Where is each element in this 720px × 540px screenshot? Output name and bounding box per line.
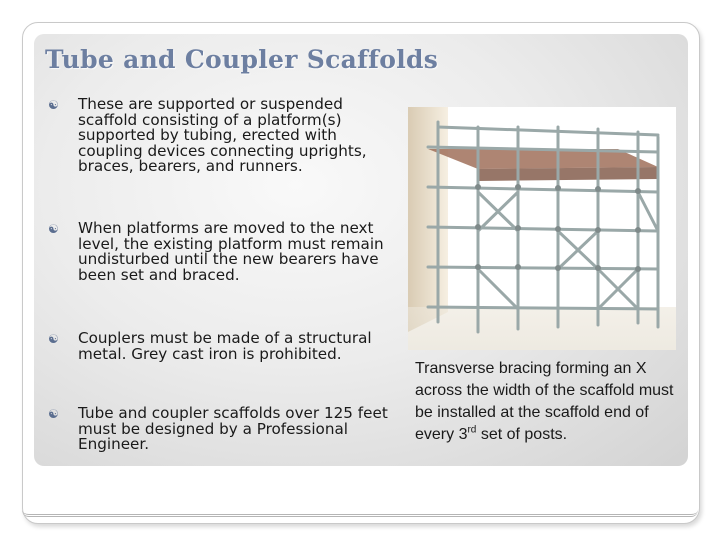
bullet-marker-icon: ☯ <box>48 332 59 346</box>
caption-text: Transverse bracing forming an X across the width of the scaffold must be installed at the scaffold end of every 3 <box>415 360 674 443</box>
slide-title: Tube and Coupler Scaffolds <box>45 45 439 74</box>
caption-text-end: set of posts. <box>476 426 568 443</box>
bullet-text: When platforms are moved to the next level, the existing platform must remain undisturbed until the new bearers have been set and braced. <box>78 219 384 284</box>
bullet-marker-icon: ☯ <box>48 98 59 112</box>
bullet-text: Tube and coupler scaffolds over 125 feet must be designed by a Professional Engineer. <box>78 404 388 453</box>
scaffold-photo <box>408 107 676 350</box>
bullet-marker-icon: ☯ <box>48 407 59 421</box>
bullet-text: These are supported or suspended scaffold consisting of a platform(s) supported by tubing, erected with coupling devices connecting uprights, braces, bearers, and runners. <box>78 95 367 175</box>
bullet-text: Couplers must be made of a structural metal. Grey cast iron is prohibited. <box>78 329 372 363</box>
frame-divider <box>22 510 698 517</box>
caption-superscript: rd <box>467 424 477 436</box>
photo-caption <box>415 358 680 446</box>
bullet-marker-icon: ☯ <box>48 222 59 236</box>
scaffold-illustration <box>408 107 676 350</box>
